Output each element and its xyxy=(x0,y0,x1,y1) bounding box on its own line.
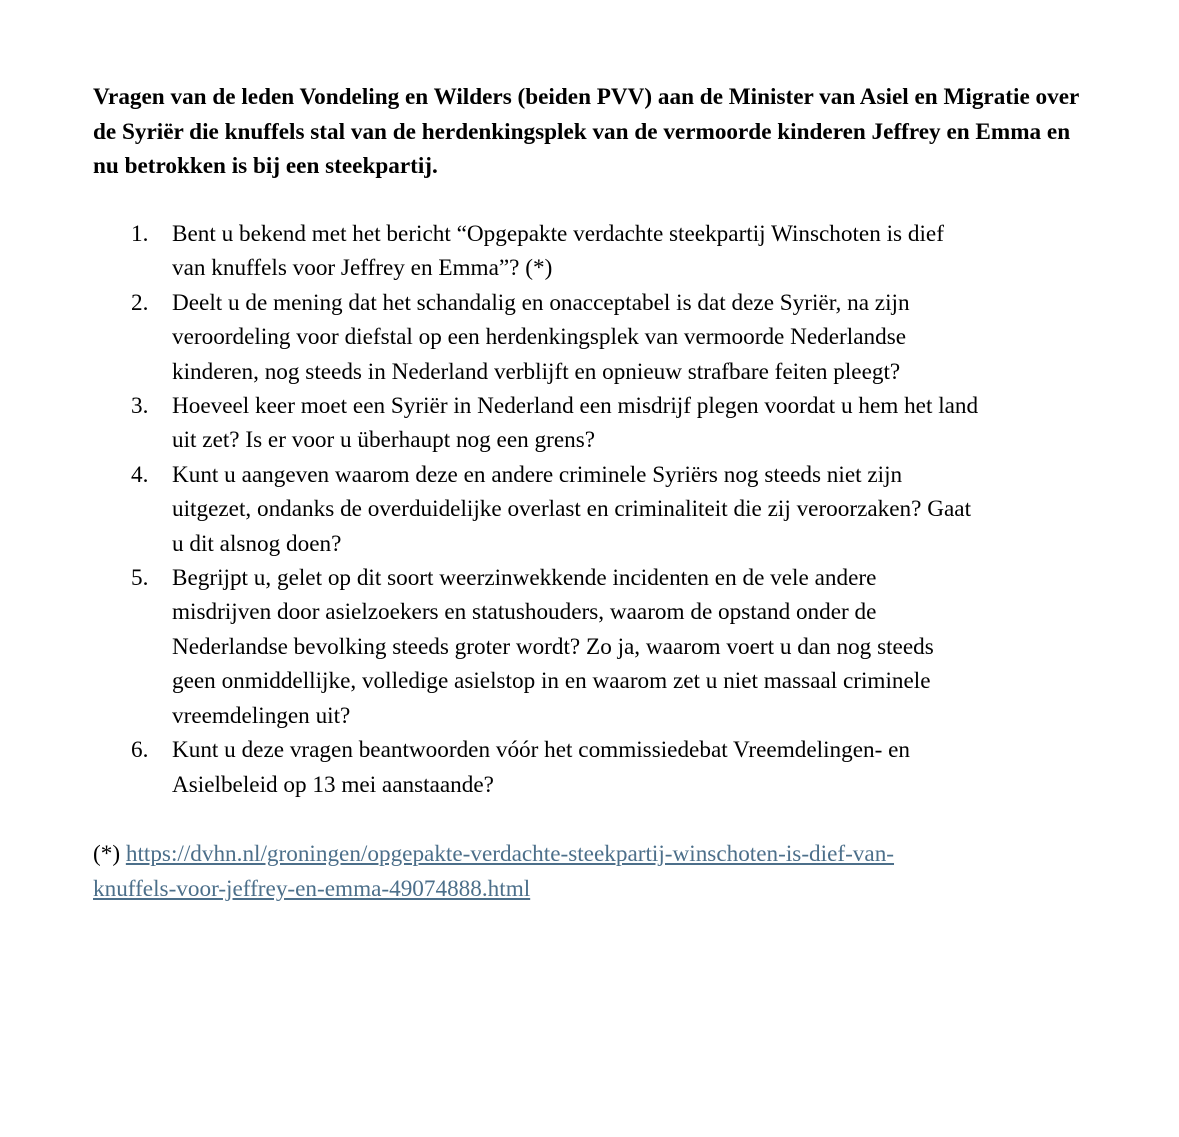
question-number: 2. xyxy=(131,289,149,316)
question-number: 1. xyxy=(131,221,149,247)
question-line: geen onmiddellijke, volledige asielstop in en waarom zet u niet massaal criminele xyxy=(172,668,931,695)
question-line: Nederlandse bevolking steeds groter wordt? Zo ja, waarom voert u dan nog steeds xyxy=(172,633,934,660)
question-line: van knuffels voor Jeffrey en Emma”? (*) xyxy=(172,255,553,282)
question-number: 3. xyxy=(131,393,149,420)
question-line: uitgezet, ondanks de overduidelijke overlast en criminaliteit die zij veroorzaken? Gaat xyxy=(172,496,972,523)
question-line: Kunt u aangeven waarom deze en andere criminele Syriërs nog steeds niet zijn xyxy=(172,461,903,488)
footnote-marker: (*) xyxy=(93,841,121,867)
document-title: Vragen van de leden Vondeling en Wilders (beiden PVV) aan de Minister van Asiel en Migratie over de Syriër die knuffels stal van de herdenkingsplek van de vermoorde kinderen Jeffrey en Emma en nu betrokken is bij een steekpartij. xyxy=(93,84,1079,179)
question-line: Deelt u de mening dat het schandalig en onacceptabel is dat deze Syriër, na zijn xyxy=(172,289,910,316)
question-item xyxy=(93,286,1093,389)
question-line: kinderen, nog steeds in Nederland verblijft en opnieuw strafbare feiten pleegt? xyxy=(172,358,901,385)
question-line: vreemdelingen uit? xyxy=(172,702,351,729)
footnote xyxy=(93,837,1093,906)
question-line: Begrijpt u, gelet op dit soort weerzinwekkende incidenten en de vele andere xyxy=(172,565,877,592)
question-list xyxy=(93,217,1093,802)
footnote-link-line-1[interactable]: https://dvhn.nl/groningen/opgepakte-verdachte-steekpartij-winschoten-is-dief-van- xyxy=(125,841,895,867)
footnote-link-line-2[interactable]: knuffels-voor-jeffrey-en-emma-49074888.html xyxy=(93,875,531,902)
question-item xyxy=(93,561,1093,733)
question-item xyxy=(93,458,1093,561)
question-number: 6. xyxy=(131,737,149,764)
question-item xyxy=(93,733,1093,802)
question-line: Hoeveel keer moet een Syriër in Nederland een misdrijf plegen voordat u hem het land xyxy=(172,393,979,420)
question-line: uit zet? Is er voor u überhaupt nog een grens? xyxy=(172,427,596,454)
question-item xyxy=(93,389,1093,458)
question-line: Kunt u deze vragen beantwoorden vóór het commissiedebat Vreemdelingen- en xyxy=(172,737,910,764)
question-line: misdrijven door asielzoekers en statushouders, waarom de opstand onder de xyxy=(172,599,877,626)
question-number: 4. xyxy=(131,461,149,488)
question-line: veroordeling voor diefstal op een herdenkingsplek van vermoorde Nederlandse xyxy=(172,324,907,351)
question-line: u dit alsnog doen? xyxy=(172,530,342,557)
question-item xyxy=(93,217,1093,286)
question-line: Bent u bekend met het bericht “Opgepakte verdachte steekpartij Winschoten is dief xyxy=(172,221,944,247)
question-number: 5. xyxy=(131,565,149,592)
question-line: Asielbeleid op 13 mei aanstaande? xyxy=(172,771,494,798)
footnote-link[interactable] xyxy=(93,841,894,902)
